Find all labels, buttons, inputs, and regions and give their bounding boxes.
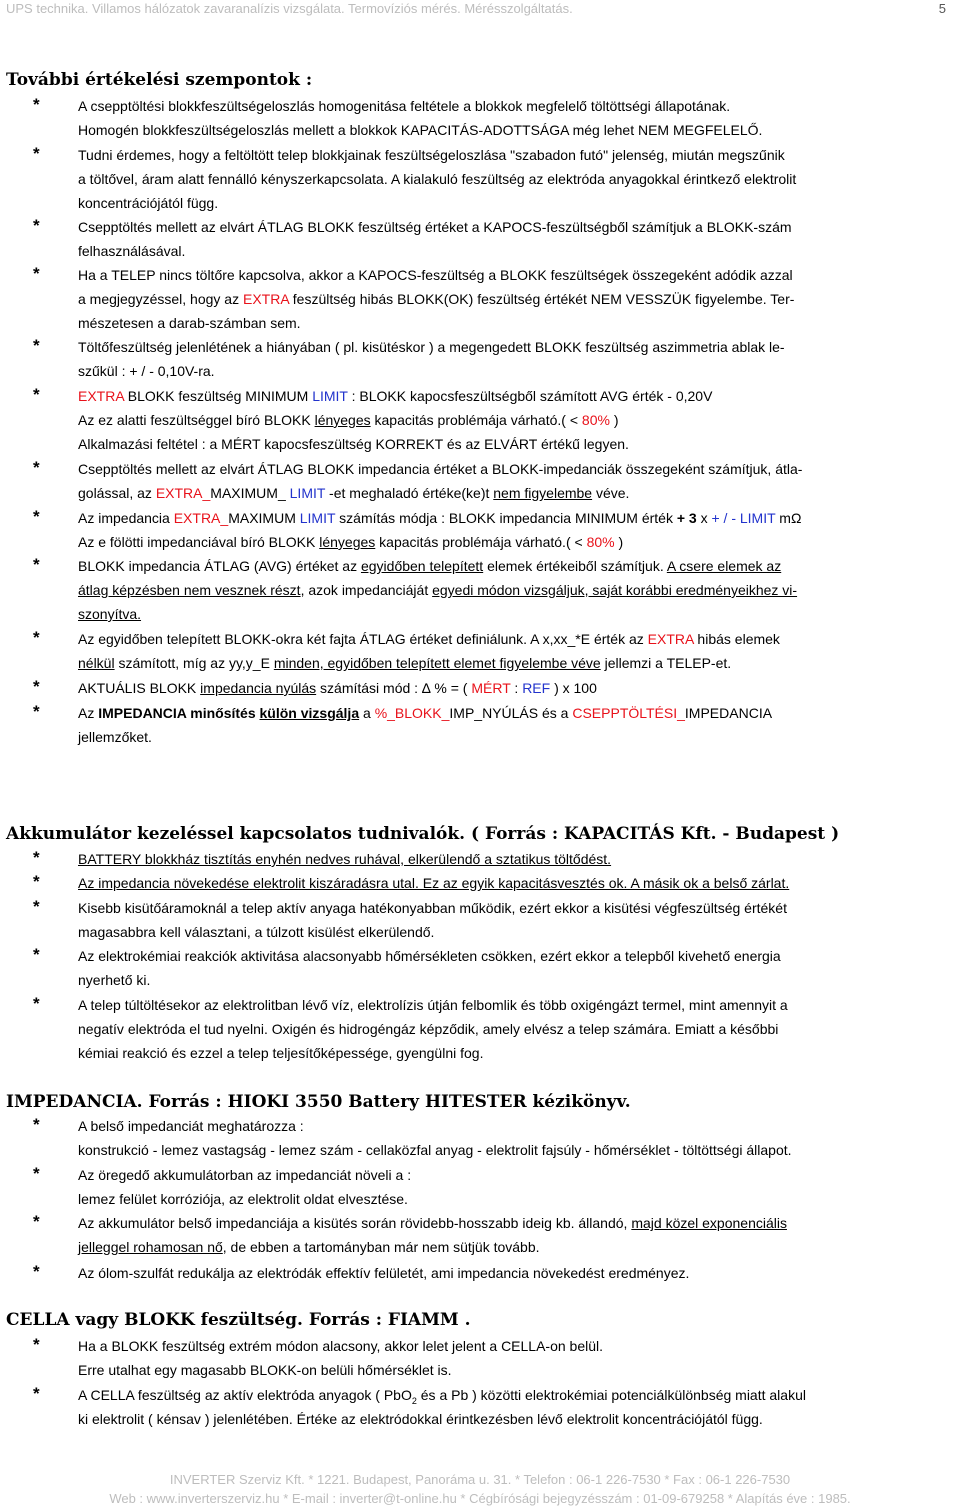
item-text: BLOKK impedancia ÁTLAG (AVG) értéket az egyidőben telepített elemek értékeiből számítjuk. A csere elemek az átlag képzésben nem vesznek részt, azok impedanciáját egyedi módon vizsgáljuk, saját korábbi eredményeikhez vi- szonyítva. <box>78 558 798 622</box>
bullet: * <box>33 1212 40 1231</box>
item-text: Ha a BLOKK feszültség extrém módon alacsony, akkor lelet jelent a CELLA-on belül. Erre utalhat egy magasabb BLOKK-on belüli hőmérséklet is. <box>78 1338 604 1378</box>
bullet: * <box>33 677 40 696</box>
bullet: * <box>33 507 40 526</box>
bullet: * <box>33 458 40 477</box>
item-text: Az elektrokémiai reakciók aktivitása alacsonyabb hőmérsékleten csökken, ezért ekkor a telepből kivehető energia nyerhető ki. <box>78 948 781 988</box>
item-text: Az impedancia növekedése elektrolit kiszáradásra utal. Ez az egyik kapacitásvesztés ok. A másik ok a belső zárlat. <box>78 875 790 891</box>
item-text: Kisebb kisütőáramoknál a telep aktív anyaga hatékonyabban működik, ezért ekkor a kisütési végfeszültség értékét magasabbra kell választani, a túlzott kisülést elkerülendő. <box>78 900 787 940</box>
bullet: * <box>33 144 40 163</box>
page-number: 5 <box>938 1 946 16</box>
section-title-akkumulator: Akkumulátor kezeléssel kapcsolatos tudnivalók. ( Forrás : KAPACITÁS Kft. - Budapest ) <box>6 824 840 844</box>
bullet: * <box>33 872 40 891</box>
item-text: A belső impedanciát meghatározza : konstrukció - lemez vastagság - lemez szám - cellaközfal anyag - elektrolit fajsúly - hőmérséklet - töltöttségi állapot. <box>78 1118 792 1158</box>
bullet: * <box>33 945 40 964</box>
bullet: * <box>33 702 40 721</box>
header-title: UPS technika. Villamos hálózatok zavaranalízis vizsgálata. Termovíziós mérés. Mérésszolgáltatás. <box>6 1 573 16</box>
bullet: * <box>33 555 40 574</box>
footer-contact-line: Web : www.inverterszerviz.hu * E-mail : inverter@t-online.hu * Cégbírósági bejegyzésszám : 01-09-679258 * Alapítás éve : 1985. <box>109 1491 851 1506</box>
item-text: Az öregedő akkumulátorban az impedanciát növeli a : lemez felület korróziója, az elektrolit oldat elvesztése. <box>78 1167 412 1207</box>
item-text: EXTRA BLOKK feszültség MINIMUM LIMIT : BLOKK kapocsfeszültségből számított AVG érték - 0,20V Az ez alatti feszültséggel bíró BLOKK lényeges kapacitás problémája várható.( < 80% ) Alkalmazási feltétel : a MÉRT kapocsfeszültség KORREKT és az ELVÁRT értékű legyen. <box>78 388 713 452</box>
bullet: * <box>33 897 40 916</box>
bullet: * <box>33 95 40 114</box>
page-header <box>6 1 946 21</box>
item-text: Csepptöltés mellett az elvárt ÁTLAG BLOKK feszültség értéket a KAPOCS-feszültségből számítjuk a BLOKK-szám felhasználásával. <box>78 219 792 259</box>
bullet: * <box>33 1164 40 1183</box>
bullet: * <box>33 628 40 647</box>
bullet: * <box>33 994 40 1013</box>
bullet: * <box>33 1115 40 1134</box>
item-text: A telep túltöltésekor az elektrolitban lévő víz, elektrolízis útján felbomlik és több oxigéngázt termel, mint amennyit a negatív elektróda el tud nyelni. Oxigén és hidrogéngáz képződik, amely elvész a telep számára. Emiatt a későbbi kémiai reakció és ezzel a telep teljesítőképessége, gyengülni fog. <box>78 997 788 1061</box>
bullet: * <box>33 1262 40 1281</box>
bullet: * <box>33 848 40 867</box>
item-text: A CELLA feszültség az aktív elektróda anyagok ( PbO$_2$ és a Pb ) közötti elektrokémiai potenciálkülönbség miatt alakul ki elektrolit ( kénsav ) jelenlétében. Értéke az elektródokkal érintkezésben lévő elektrolit koncentrációjától függ. <box>78 1387 806 1427</box>
item-text: Az egyidőben telepített BLOKK-okra két fajta ÁTLAG értéket definiálunk. A x,xx_*E érték az EXTRA hibás elemek nélkül számított, míg az yy,y_E minden, egyidőben telepített elemet figyelembe véve jellemzi a TELEP-et. <box>78 631 780 671</box>
item-text: Az IMPEDANCIA minősítés külön vizsgálja a %_BLOKK_IMP_NYÚLÁS és a CSEPPTÖLTÉSI_IMPEDANCIA jellemzőket. <box>78 705 773 745</box>
item-text: Az impedancia EXTRA_MAXIMUM LIMIT számítás módja : BLOKK impedancia MINIMUM érték + 3 x + / - LIMIT mΩ Az e fölötti impedanciával bíró BLOKK lényeges kapacitás problémája várható.( < 80% ) <box>78 510 802 550</box>
item-text: A csepptöltési blokkfeszültségeloszlás homogenitása feltétele a blokkok megfelelő töltöttségi állapotának. Homogén blokkfeszültségeloszlás mellett a blokkok KAPACITÁS-ADOTTSÁGA még lehet NEM MEGFELELŐ. <box>78 98 763 138</box>
item-text: Csepptöltés mellett az elvárt ÁTLAG BLOKK impedancia értéket a BLOKK-impedanciák összegeként számítjuk, átla- golással, az EXTRA_MAXIMUM_ LIMIT -et meghaladó értéke(ke)t nem figyelembe véve. <box>78 461 803 501</box>
item-text: Az ólom-szulfát redukálja az elektródák effektív felületét, ami impedancia növekedést eredményez. <box>78 1265 690 1281</box>
item-text: AKTUÁLIS BLOKK impedancia nyúlás számítási mód : ∆ % = ( MÉRT : REF ) x 100 <box>78 680 597 696</box>
item-text: Ha a TELEP nincs töltőre kapcsolva, akkor a KAPOCS-feszültség a BLOKK feszültségek összegeként adódik azzal a megjegyzéssel, hogy az EXTRA feszültség hibás BLOKK(OK) feszültség értékét NEM VESSZÜK figyelembe. Ter- mészetesen a darab-számban sem. <box>78 267 795 331</box>
item-text: BATTERY blokkház tisztítás enyhén nedves ruhával, elkerülendő a sztatikus töltődést. <box>78 851 612 867</box>
item-text: Töltőfeszültség jelenlétének a hiányában ( pl. kisütéskor ) a megengedett BLOKK feszültség aszimmetria ablak le- szűkül : + / - 0,10V-ra. <box>78 339 785 379</box>
bullet: * <box>33 385 40 404</box>
section-title-impedancia: IMPEDANCIA. Forrás : HIOKI 3550 Battery HITESTER kézikönyv. <box>6 1092 631 1112</box>
item-text: Tudni érdemes, hogy a feltöltött telep blokkjainak feszültségeloszlása "szabadon futó" jelenség, miután megszűnik a töltővel, áram alatt fennálló kényszerkapcsolata. A kialakuló feszültség az elektróda anyagokkal érintkező elektrolit koncentrációjától függ. <box>78 147 797 211</box>
section-title-ertekeles: További értékelési szempontok : <box>6 70 313 90</box>
bullet: * <box>33 1335 40 1354</box>
bullet: * <box>33 1384 40 1403</box>
footer-company-line: INVERTER Szerviz Kft. * 1221. Budapest, Panoráma u. 31. * Telefon : 06-1 226-7530 * Fax : 06-1 226-7530 <box>169 1472 791 1487</box>
bullet: * <box>33 264 40 283</box>
item-text: Az akkumulátor belső impedanciája a kisütés során rövidebb-hosszabb ideig kb. állandó, majd közel exponenciális jelleggel rohamosan nő, de ebben a tartományban már nem sütjük tovább. <box>78 1215 787 1255</box>
bullet: * <box>33 336 40 355</box>
section-title-cella: CELLA vagy BLOKK feszültség. Forrás : FIAMM . <box>6 1310 471 1330</box>
bullet: * <box>33 216 40 235</box>
